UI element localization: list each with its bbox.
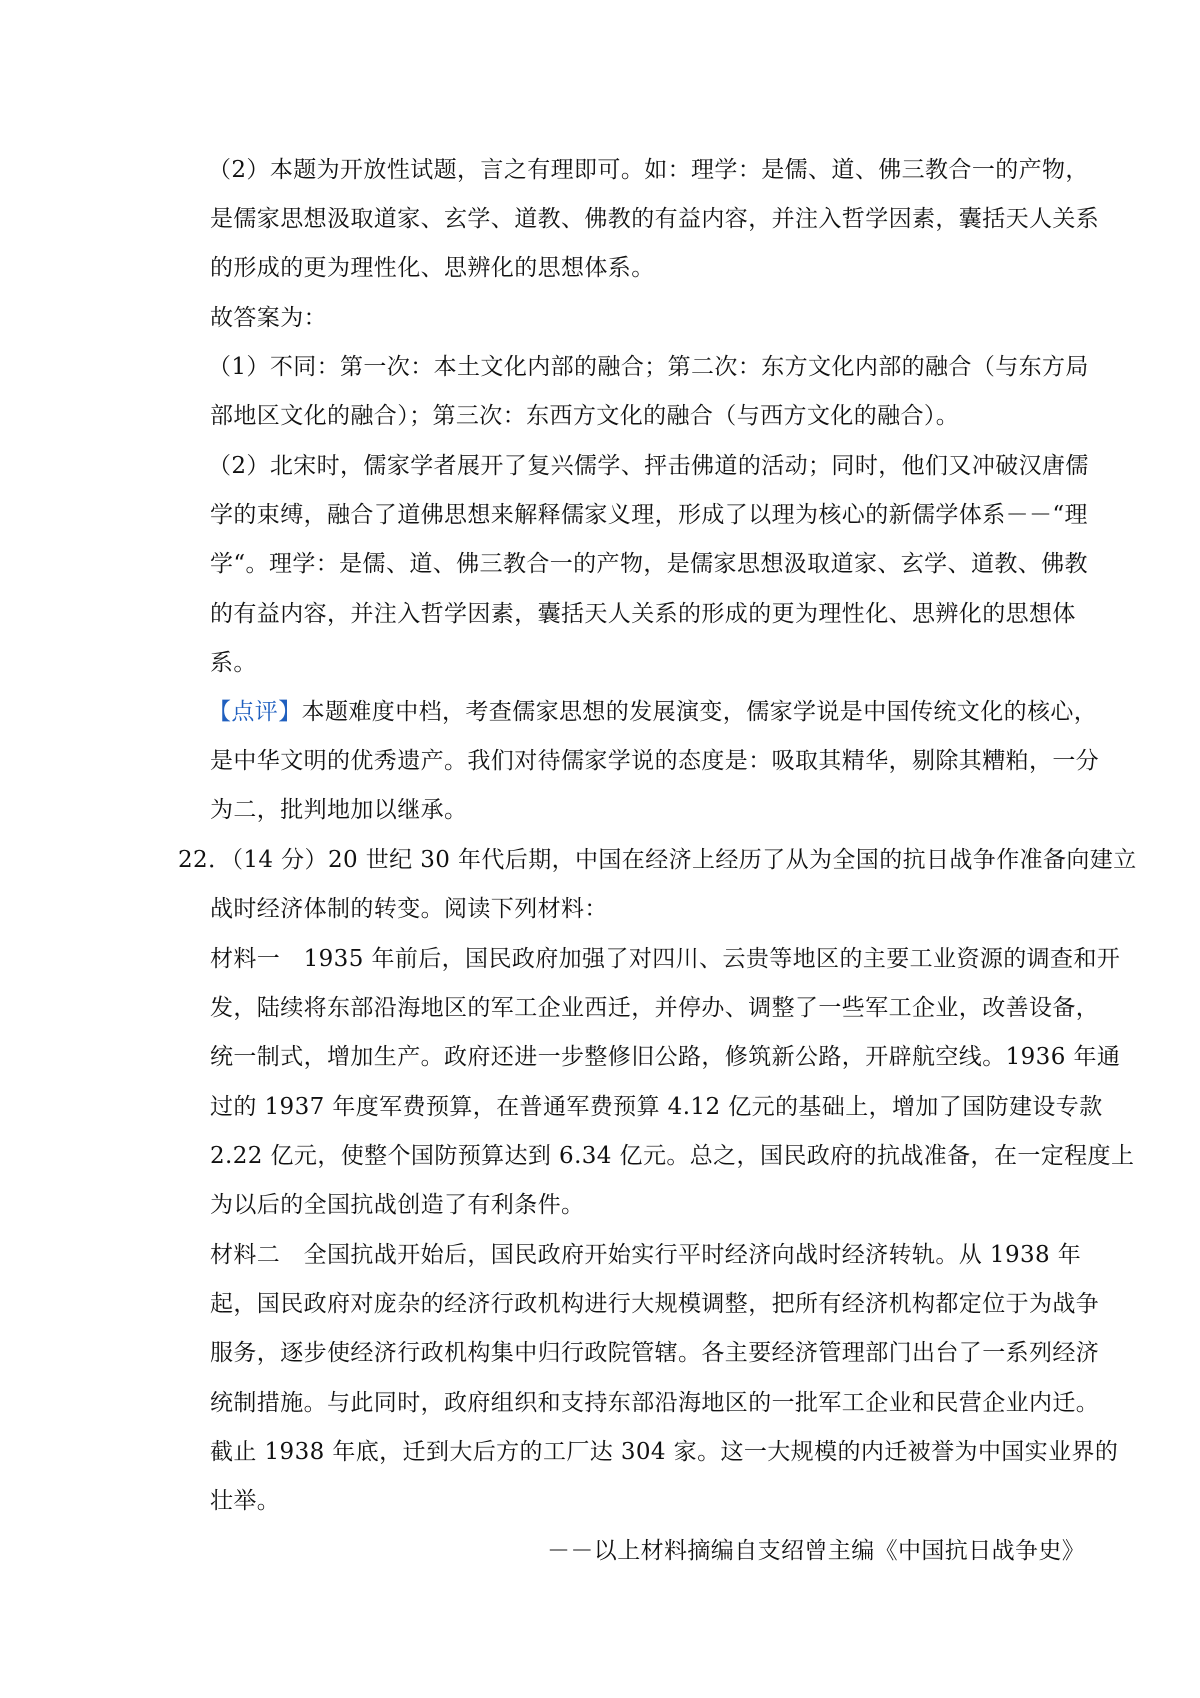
question-22-line-1: 22．（14 分）20 世纪 30 年代后期，中国在经济上经历了从为全国的抗日战争作准备向建立 bbox=[178, 847, 1137, 873]
question-22-line-2: 战时经济体制的转变。阅读下列材料： bbox=[210, 896, 608, 922]
material-2-line-2: 起，国民政府对庞杂的经济行政机构进行大规模调整，把所有经济机构都定位于为战争 bbox=[210, 1291, 1100, 1317]
material-2-line-6: 壮举。 bbox=[210, 1488, 281, 1514]
material-2-line-3: 服务，逐步使经济行政机构集中归行政院管辖。各主要经济管理部门出台了一系列经济 bbox=[210, 1340, 1100, 1366]
answer-heading: 故答案为： bbox=[210, 305, 327, 331]
material-1-line-6: 为以后的全国抗战创造了有利条件。 bbox=[210, 1192, 585, 1218]
source-citation: －－以上材料摘编自支绍曾主编《中国抗日战争史》 bbox=[547, 1538, 1086, 1564]
comment-line-3: 为二，批判地加以继承。 bbox=[210, 797, 468, 823]
material-2-line-5: 截止 1938 年底，迁到大后方的工厂达 304 家。这一大规模的内迁被誉为中国实业界的 bbox=[210, 1439, 1119, 1465]
final-answer-1-line-1: （1）不同：第一次：本土文化内部的融合；第二次：东方文化内部的融合（与东方局 bbox=[208, 354, 1089, 380]
final-answer-2-line-2: 学的束缚，融合了道佛思想来解释儒家义理，形成了以理为核心的新儒学体系－－“理 bbox=[210, 502, 1088, 528]
material-2-line-4: 统制措施。与此同时，政府组织和支持东部沿海地区的一批军工企业和民营企业内迁。 bbox=[210, 1390, 1100, 1416]
material-2-line-1: 材料二 全国抗战开始后，国民政府开始实行平时经济向战时经济转轨。从 1938 年 bbox=[210, 1242, 1082, 1268]
final-answer-2-line-3: 学“。理学：是儒、道、佛三教合一的产物，是儒家思想汲取道家、玄学、道教、佛教 bbox=[210, 551, 1088, 577]
comment-tag: 【点评】 bbox=[208, 699, 302, 725]
material-1-line-2: 发，陆续将东部沿海地区的军工企业西迁，并停办、调整了一些军工企业，改善设备， bbox=[210, 995, 1100, 1021]
final-answer-1-line-2: 部地区文化的融合）；第三次：东西方文化的融合（与西方文化的融合）。 bbox=[210, 403, 960, 429]
final-answer-2-line-4: 的有益内容，并注入哲学因素，囊括天人关系的形成的更为理性化、思辨化的思想体 bbox=[210, 601, 1076, 627]
answer-2-line-3: 的形成的更为理性化、思辨化的思想体系。 bbox=[210, 255, 655, 281]
final-answer-2-line-5: 系。 bbox=[210, 650, 257, 676]
comment-line-1 bbox=[208, 697, 1097, 727]
comment-line-2: 是中华文明的优秀遗产。我们对待儒家学说的态度是：吸取其精华，剔除其糟粕，一分 bbox=[210, 748, 1100, 774]
material-1-line-1: 材料一 1935 年前后，国民政府加强了对四川、云贵等地区的主要工业资源的调查和开 bbox=[210, 946, 1121, 972]
answer-2-line-2: 是儒家思想汲取道家、玄学、道教、佛教的有益内容，并注入哲学因素，囊括天人关系 bbox=[210, 206, 1100, 232]
material-1-line-5: 2.22 亿元，使整个国防预算达到 6.34 亿元。总之，国民政府的抗战准备，在一定程度上 bbox=[210, 1143, 1135, 1169]
material-1-line-3: 统一制式，增加生产。政府还进一步整修旧公路，修筑新公路，开辟航空线。1936 年通 bbox=[210, 1044, 1121, 1070]
answer-2-line-1: （2）本题为开放性试题，言之有理即可。如：理学：是儒、道、佛三教合一的产物， bbox=[208, 157, 1089, 183]
material-1-line-4: 过的 1937 年度军费预算，在普通军费预算 4.12 亿元的基础上，增加了国防建设专款 bbox=[210, 1094, 1103, 1120]
comment-text: 本题难度中档，考查儒家思想的发展演变，儒家学说是中国传统文化的核心， bbox=[301, 699, 1098, 725]
final-answer-2-line-1: （2）北宋时，儒家学者展开了复兴儒学、抨击佛道的活动；同时，他们又冲破汉唐儒 bbox=[208, 453, 1089, 479]
